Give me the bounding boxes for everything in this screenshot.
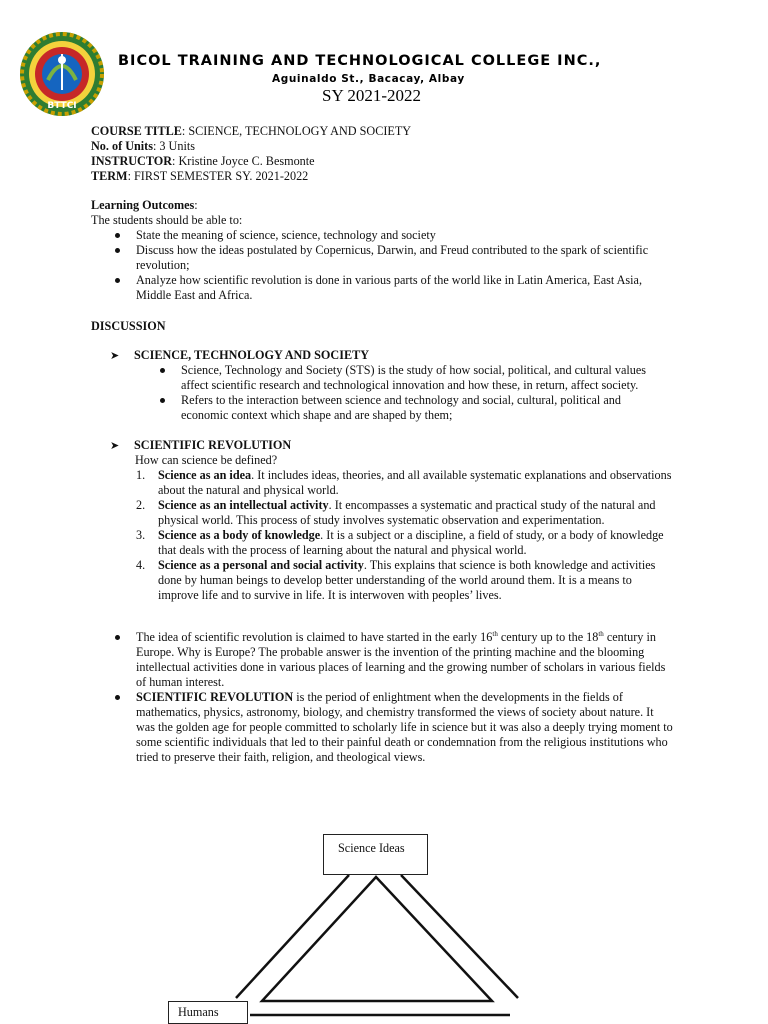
definition-term: Science as an intellectual activity <box>158 498 329 512</box>
instructor-value: : Kristine Joyce C. Besmonte <box>172 154 315 168</box>
definition-term: Science as a personal and social activity <box>158 558 364 572</box>
units-value: : 3 Units <box>152 139 195 153</box>
arrow-bullet-icon: ➤ <box>110 439 120 452</box>
para-term: SCIENTIFIC REVOLUTION <box>136 690 294 704</box>
definition-number: 4. <box>136 558 146 572</box>
humans-label: Humans <box>178 1005 219 1019</box>
para-text: The idea of scientific revolution is claimed to have started in the early 16 <box>136 630 493 644</box>
sts-heading-text: SCIENCE, TECHNOLOGY AND SOCIETY <box>134 348 370 362</box>
definition-number: 2. <box>136 498 146 512</box>
term-value: : FIRST SEMESTER SY. 2021-2022 <box>127 169 309 183</box>
definition-term: Science as an idea <box>158 468 252 482</box>
outcome-item: Analyze how scientific revolution is done in various parts of the world like in Latin America, East Asia, Middle East and Africa. <box>112 273 660 303</box>
para-sup: th <box>492 629 498 638</box>
definition-number: 3. <box>136 528 146 542</box>
arrow-bullet-icon: ➤ <box>110 349 120 362</box>
logo-letters: BTTCI <box>47 101 77 111</box>
outcomes-heading-text: Learning Outcomes <box>91 198 195 212</box>
outcomes-intro: The students should be able to: <box>91 213 243 227</box>
definition-text: . It is a subject or a discipline, a field of study, or a body of knowledge that deals with the process of learning about the natural and physical world. <box>158 528 664 557</box>
term-label: TERM <box>91 169 128 183</box>
definition-text: . It encompasses a systematic and practical study of the natural and physical world. This process of study involves systematic observation and experimentation. <box>158 498 656 527</box>
definition-text: . This explains that science is both knowledge and activities done by human beings to develop better understanding of the world around them. It is a means to improve life and to survive in life. It is interwoven with peoples’ lives. <box>158 558 656 602</box>
humans-box <box>168 1001 248 1024</box>
sts-item: Refers to the interaction between science and technology and social, cultural, political and economic context which shape and are shaped by them; <box>157 393 659 423</box>
inner-triangle <box>262 877 492 1001</box>
course-title-label: COURSE TITLE <box>91 124 182 138</box>
outcomes-heading-colon: : <box>194 198 198 212</box>
para-text: is the period of enlightment when the developments in the fields of mathematics, physics, astronomy, biology, and chemistry transformed the views of society about nature. It was the golden age for people committed to scholarly life in science but it was also a deeply trying moment to some scientific individuals that led to their painful death or condemnation from the religious institutions who tried to preserve their faith, religion, and theological views. <box>136 690 673 764</box>
science-ideas-box <box>323 834 428 875</box>
left-outer-edge <box>236 875 349 998</box>
college-name: BICOL TRAINING AND TECHNOLOGICAL COLLEGE INC., <box>118 53 602 69</box>
units-label: No. of Units <box>91 139 153 153</box>
definition-text: . It includes ideas, theories, and all available systematic explanations and observations about the natural and physical world. <box>158 468 672 497</box>
outcome-item: State the meaning of science, science, technology and society <box>112 228 660 243</box>
para-text: century up to the 18 <box>497 630 599 644</box>
instructor-label: INSTRUCTOR <box>91 154 173 168</box>
school-year: SY 2021-2022 <box>322 86 422 105</box>
college-address: Aguinaldo St., Bacacay, Albay <box>272 73 465 85</box>
definition-number: 1. <box>136 468 146 482</box>
para-text: century in Europe. Why is Europe? The probable answer is the invention of the printing machine and the blooming intellectual activities done in various places of learning and the growing number of scholars in various fields of human interest. <box>136 630 666 689</box>
discussion-heading: DISCUSSION <box>91 319 166 333</box>
course-title-value: : SCIENCE, TECHNOLOGY AND SOCIETY <box>181 124 412 138</box>
right-outer-edge <box>401 875 518 998</box>
sts-item: Science, Technology and Society (STS) is the study of how social, political, and cultural values affect scientific research and technological innovation and how these, in return, affect society. <box>157 363 659 393</box>
science-ideas-label: Science Ideas <box>338 841 405 855</box>
revolution-question: How can science be defined? <box>135 453 278 467</box>
outcome-item: Discuss how the ideas postulated by Copernicus, Darwin, and Freud contributed to the spark of scientific revolution; <box>112 243 660 273</box>
para-sup: th <box>598 629 604 638</box>
revolution-heading-text: SCIENTIFIC REVOLUTION <box>134 438 292 452</box>
definition-term: Science as a body of knowledge <box>158 528 321 542</box>
